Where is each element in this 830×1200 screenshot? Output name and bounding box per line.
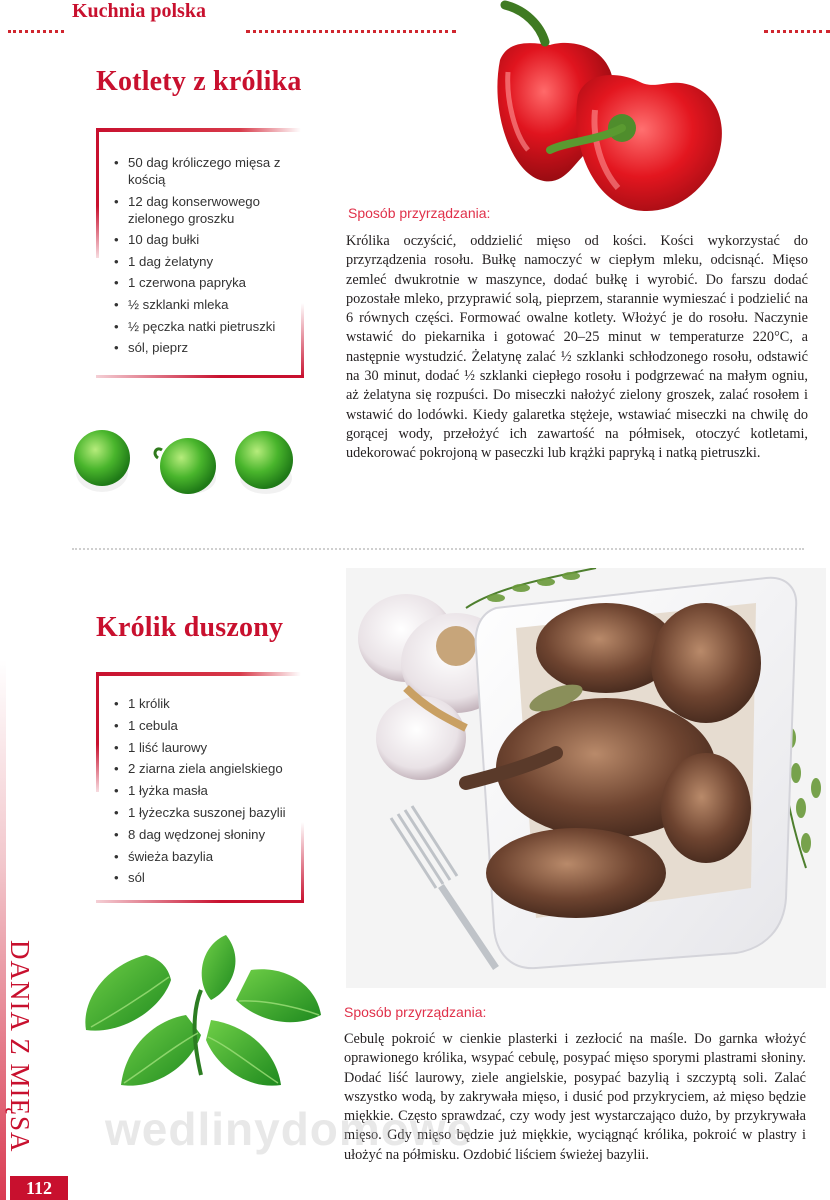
method-label-2: Sposób przyrządzania: bbox=[344, 1004, 487, 1020]
ingredient-item: • 1 dag żelatyny bbox=[114, 253, 294, 270]
peas-image bbox=[66, 420, 306, 500]
ingredient-item: • sól bbox=[114, 869, 304, 886]
ingredient-item: • 1 czerwona papryka bbox=[114, 274, 294, 291]
ingredient-item: • 50 dag króliczego mięsa z kością bbox=[114, 154, 294, 188]
ingredient-item: • 12 dag konserwowego zielonego groszku bbox=[114, 193, 294, 227]
header-rule-left bbox=[8, 30, 64, 33]
watermark: wedlinydomowe bbox=[105, 1103, 474, 1155]
ingredient-item: • ½ pęczka natki pietruszki bbox=[114, 318, 294, 335]
ingredient-item: • 1 liść laurowy bbox=[114, 739, 304, 756]
section-side-label bbox=[5, 940, 60, 1180]
box-bottom-rule bbox=[96, 375, 304, 378]
ingredient-item: • 1 królik bbox=[114, 695, 304, 712]
ingredient-item: • 2 ziarna ziela angielskiego bbox=[114, 760, 304, 777]
ingredients-list-1 bbox=[114, 154, 294, 361]
box-right-rule bbox=[301, 303, 304, 378]
method-label-1: Sposób przyrządzania: bbox=[348, 205, 491, 221]
ingredient-item: • 1 cebula bbox=[114, 717, 304, 734]
ingredient-item: • 10 dag bułki bbox=[114, 231, 294, 248]
box-left-rule bbox=[96, 128, 99, 258]
page-number: 112 bbox=[10, 1176, 68, 1200]
ingredient-item: • świeża bazylia bbox=[114, 848, 304, 865]
book-title: Kuchnia polska bbox=[72, 0, 206, 22]
section-side-label-text: DANIA Z MIĘSA bbox=[5, 940, 35, 1153]
basil-image bbox=[76, 925, 326, 1100]
ingredient-item: • 1 łyżka masła bbox=[114, 782, 304, 799]
ingredient-item: • sól, pieprz bbox=[114, 339, 294, 356]
ingredient-item: • ½ szklanki mleka bbox=[114, 296, 294, 313]
box-bottom-rule bbox=[96, 900, 304, 903]
ingredient-item: • 8 dag wędzonej słoniny bbox=[114, 826, 304, 843]
recipe-title-krolik-duszony: Królik duszony bbox=[96, 612, 284, 643]
method-text-2: Cebulę pokroić w cienkie plasterki i zezłocić na maśle. Do garnka włożyć oprawionego królika, wsypać cebulę, posypać mięso sporymi plastrami słoniny. Dodać liść laurowy, ziele angielskie, posypać bazylią i szczyptą soli. Zalać wszystko wodą, by zakrywała mięso, i dusić pod przykryciem, aż mięso będzie miękkie. Często sprawdzać, czy wody jest wystarczająco dużo, by przykrywała mięso. Gdy mięso będzie już miękkie, wyciągnąć królika, pokroić w plastry i ułożyć na półmisku. Ozdobić liściem świeżej bazylii. bbox=[344, 1031, 806, 1163]
header-rule-right bbox=[764, 30, 830, 33]
ingredients-list-2 bbox=[114, 695, 304, 891]
peppers-image bbox=[470, 0, 740, 215]
box-top-rule bbox=[96, 128, 301, 132]
ingredient-item: • 1 łyżeczka suszonej bazylii bbox=[114, 804, 304, 821]
header-rule-mid bbox=[246, 30, 456, 33]
method-text-1: Królika oczyścić, oddzielić mięso od kości. Kości wykorzystać do przyrządzenia rosołu. Bułkę namoczyć w ciepłym mleku, odcisnąć. Mięso zemleć dwukrotnie w maszynce, dodać bułkę i wyrobić. Do farszu dodać pozostałe mleko, przyprawić solą, pieprzem, starannie wymieszać i podzielić na 6 równych części. Formować owalne kotlety. Włożyć je do rosołu. Naczynie wstawić do piekarnika i gotować 20–25 minut w temperaturze 220°C, a następnie wystudzić. Żelatynę zalać ½ szklanki schłodzonego rosołu, odstawić na 30 minut, dodać ½ szklanki ciepłego rosołu i podgrzewać na małym ogniu, aż żelatyna się rozpuści. Do miseczki nałożyć zielony groszek, zalać rosołem i wstawić do lodówki. Kiedy galaretka stężeje, wstawiać miseczki na chwilę do gorącej wody, przełożyć ich zawartość na półmisek, otoczyć kotletami, udekorować pokrojoną w paseczki lub krążki papryką i natką pietruszki. bbox=[346, 233, 808, 462]
box-left-rule bbox=[96, 672, 99, 792]
rabbit-dish-image bbox=[346, 568, 826, 988]
recipe-separator bbox=[72, 548, 804, 550]
recipe-title-kotlety: Kotlety z królika bbox=[96, 66, 302, 97]
box-top-rule bbox=[96, 672, 301, 676]
